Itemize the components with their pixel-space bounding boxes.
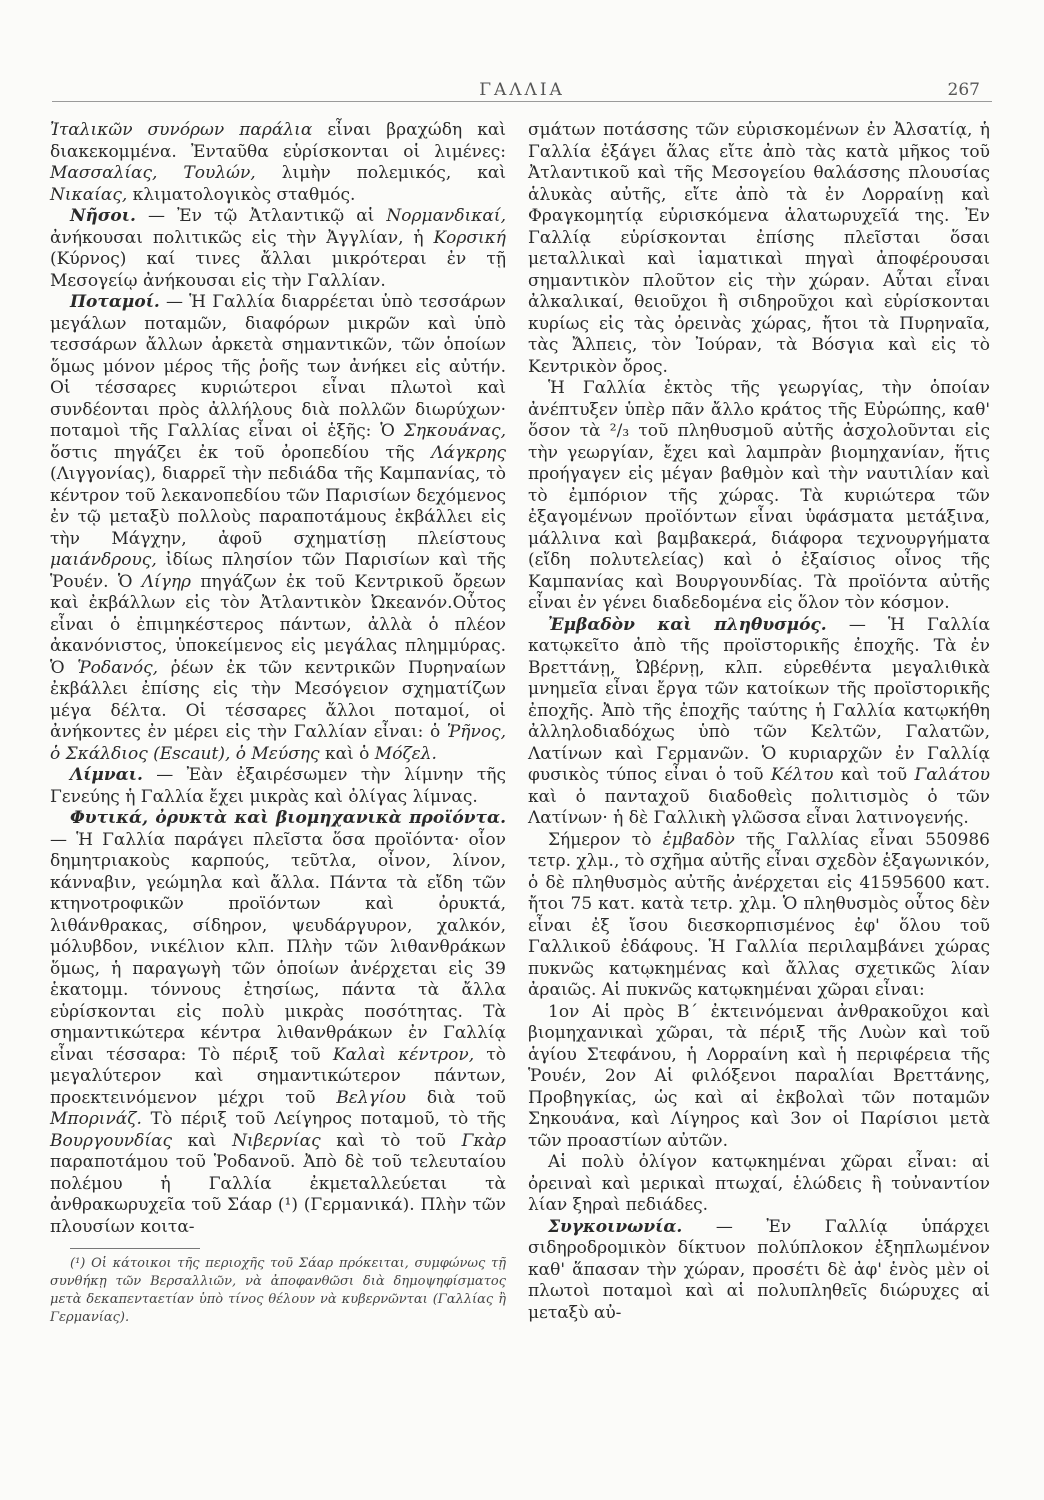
heading-rivers: Ποταμοί. [70, 292, 160, 312]
footnote-marker: (¹) [277, 1195, 298, 1215]
paragraph-dense-regions: 1ον Αἱ πρὸς Β΄ ἐκτεινόμεναι ἀνθρακοῦχοι καὶ βιομηχανικαὶ χῶραι, τὰ πέριξ τῆς Λυὼν καὶ τοῦ ἁγίου Στεφάνου, ἡ Λορραίνη καὶ ἡ περιφέρεια τῆς Ῥουέν, 2ον Αἱ φιλόξενοι παραλίαι Βρεττάνης, Προβηγκίας, ὡς καὶ αἱ ἐκβολαὶ τῶν ποταμῶν Σηκουάνα, καὶ Λίγηρος καὶ 3ον οἱ Παρίσιοι μετὰ τῶν προαστίων αὐτῶν. [528, 1001, 990, 1151]
paragraph-products: Φυτικά, ὀρυκτὰ καὶ βιομηχανικὰ προϊόντα. — Ἡ Γαλλία παράγει πλεῖστα ὅσα προϊόντα· οἷον δημητριακοὺς καρπούς, τεῦτλα, οἶνον, λίνον, κάνναβιν, γεώμηλα καὶ ἄλλα. Πάντα τὰ εἴδη τῶν κτηνοτροφικῶν προϊόντων καὶ ὀρυκτά, λιθάνθρακας, σίδηρον, ψευδάργυρον, χαλκόν, μόλυβδον, νικέλιον κλπ. Πλὴν τῶν λιθανθράκων ὅμως, ἡ παραγωγὴ τῶν ὁποίων ἀνέρχεται εἰς 39 ἑκατομμ. τόννους ἐτησίως, πάντα τὰ ἄλλα εὑρίσκονται εἰς πολὺ μικρὰς ποσότητας. Τὰ σημαντικώτερα κέντρα λιθανθράκων ἐν Γαλλίᾳ εἶναι τέσσαρα: Τὸ πέριξ τοῦ Καλαὶ κέντρον, τὸ μεγαλύτερον καὶ σημαντικώτερον πάντων, προεκτεινόμενον μέχρι τοῦ Βελγίου διὰ τοῦ Μπορινάζ. Τὸ πέριξ τοῦ Λείγηρος ποταμοῦ, τὸ τῆς Βουργουνδίας καὶ Νιβερνίας καὶ τὸ τοῦ Γκὰρ παραποτάμου τοῦ Ῥοδανοῦ. Ἀπὸ δὲ τοῦ τελευταίου πολέμου ἡ Γαλλία ἐκμεταλλεύεται τὰ ἀνθρακωρυχεῖα τοῦ Σάαρ (¹) (Γερμανικά). Πλὴν τῶν πλουσίων κοιτα- [50, 808, 507, 1237]
paragraph-islands: Νῆσοι. — Ἐν τῷ Ἀτλαντικῷ αἱ Νορμανδικαί, ἀνήκουσαι πολιτικῶς εἰς τὴν Ἀγγλίαν, ἡ Κορσική (Κύρνος) καί τινες ἄλλαι μικρότεραι ἐν τῇ Μεσογείῳ ἀνήκουσαι εἰς τὴν Γαλλίαν. [50, 206, 506, 291]
heading-islands: Νῆσοι. [70, 206, 136, 226]
right-column [528, 120, 990, 1324]
page-number: 267 [947, 80, 980, 100]
paragraph-area: Σήμερον τὸ ἐμβαδὸν τῆς Γαλλίας εἶναι 550986 τετρ. χλμ., τὸ σχῆμα αὐτῆς εἶναι σχεδὸν ἑξαγωνικόν, ὁ δὲ πληθυσμὸς αὐτῆς ἀνέρχεται εἰς 41595600 κατ. ἤτοι 75 κατ. κατὰ τετρ. χλμ. Ὁ πληθυσμὸς οὗτος δὲν εἶναι ἐξ ἴσου διεσκορπισμένος ἐφ' ὅλου τοῦ Γαλλικοῦ ἐδάφους. Ἡ Γαλλία περιλαμβάνει χώρας πυκνῶς κατῳκημένας καὶ ἄλλας σχετικῶς λίαν ἀραιῶς. Αἱ πυκνῶς κατῳκημέναι χῶραι εἶναι: [528, 829, 991, 1000]
heading-lakes: Λίμναι. [70, 765, 143, 785]
paragraph-rivers: Ποταμοί. — Ἡ Γαλλία διαρρέεται ὑπὸ τεσσάρων μεγάλων ποταμῶν, διαφόρων μικρῶν καὶ ὑπὸ τεσσάρων ἄλλων ἀρκετὰ σημαντικῶν, τῶν ὁποίων ὅμως μόνον μέρος τῆς ῥοῆς των ἀνήκει εἰς αὐτήν. Οἱ τέσσαρες κυριώτεροι εἶναι πλωτοὶ καὶ συνδέονται πρὸς ἀλλήλους διὰ πολλῶν διωρύχων· ποταμοὶ τῆς Γαλλίας εἶναι οἱ ἑξῆς: Ὁ Σηκουάνας, ὅστις πηγάζει ἐκ τοῦ ὀροπεδίου τῆς Λάγκρης (Λιγγονίας), διαρρεῖ τὴν πεδιάδα τῆς Καμπανίας, τὸ κέντρον τοῦ λεκανοπεδίου τῶν Παρισίων δεχόμενος ἐν τῷ μεταξὺ πολλοὺς παραποτάμους ἐκβάλλει εἰς τὴν Μάγχην, ἀφοῦ σχηματίσῃ πλείστους μαιάνδρους, ἰδίως πλησίον τῶν Παρισίων καὶ τῆς Ῥουέν. Ὁ Λίγηρ πηγάζων ἐκ τοῦ Κεντρικοῦ ὄρεων καὶ ἐκβάλλων εἰς τὸν Ἀτλαντικὸν Ὠκεανόν.Οὗτος εἶναι ὁ ἐπιμηκέστερος πάντων, ἀλλὰ ὁ πλέον ἀκανόνιστος, ὑποκείμενος εἰς μεγάλας πλημμύρας. Ὁ Ῥοδανός, ῥέων ἐκ τῶν κεντρικῶν Πυρηναίων ἐκβάλλει ἐπίσης εἰς τὴν Μεσόγειον σχηματίζων μέγα δέλτα. Οἱ τέσσαρες ἄλλοι ποταμοί, οἱ ἀνήκοντες ἐν μέρει εἰς τὴν Γαλλίαν εἶναι: ὁ Ῥῆνος, ὁ Σκάλδιος (Escaut), ὁ Μεύσης καὶ ὁ Μόζελ. [50, 292, 506, 764]
paragraph-population-history: Ἐμβαδὸν καὶ πληθυσμός. — Ἡ Γαλλία κατῳκεῖτο ἀπὸ τῆς προϊστορικῆς ἐποχῆς. Τὰ ἐν Βρεττάνῃ, Ὠβέρνῃ, κλπ. εὑρεθέντα μεγαλιθικὰ μνημεῖα εἶναι ἔργα τῶν κατοίκων τῆς προϊστορικῆς ἐποχῆς. Ἀπὸ τῆς ἐποχῆς ταύτης ἡ Γαλλία κατῳκήθη ἀλληλοδιαδόχως ὑπὸ τῶν Κελτῶν, Γαλατῶν, Λατίνων καὶ Γερμανῶν. Ὁ κυριαρχῶν ἐν Γαλλίᾳ φυσικὸς τύπος εἶναι ὁ τοῦ Κέλτου καὶ τοῦ Γαλάτου καὶ ὁ πανταχοῦ διαδοθεὶς πολιτισμὸς ὁ τῶν Λατίνων· ἡ δὲ Γαλλικὴ γλῶσσα εἶναι λατινογενής. [528, 614, 990, 828]
paragraph-salt: σμάτων ποτάσσης τῶν εὑρισκομένων ἐν Ἀλσατίᾳ, ἡ Γαλλία ἐξάγει ἅλας εἴτε ἀπὸ τὰς κατὰ μῆκος τοῦ Ἀτλαντικοῦ καὶ τῆς Μεσογείου θαλάσσης πλουσίας ἁλυκὰς αὐτῆς, εἴτε ἀπὸ τὰ ἐν Λορραίνῃ καὶ Φραγκομητίᾳ εὑρισκόμενα ἁλατωρυχεῖά της. Ἐν Γαλλίᾳ εὑρίσκονται ἐπίσης πλεῖσται ὅσαι μεταλλικαὶ καὶ ἰαματικαὶ πηγαὶ ἀποφέρουσαι σημαντικὸν πλοῦτον εἰς τὴν χώραν. Αὗται εἶναι ἀλκαλικαί, θειοῦχοι ἢ σιδηροῦχοι καὶ εὑρίσκονται κυρίως εἰς τὰς ὀρεινὰς χώρας, ἤτοι τὰ Πυρηναῖα, τὰς Ἄλπεις, τὸν Ἰούραν, τὰ Βόσγια καὶ εἰς τὸ Κεντρικὸν ὄρος. [528, 120, 990, 377]
paragraph-communications: Συγκοινωνία. — Ἐν Γαλλίᾳ ὑπάρχει σιδηροδρομικὸν δίκτυον πολύπλοκον ἐξηπλωμένον καθ' ἅπασαν τὴν χώραν, προσέτι δὲ ἀφ' ἑνὸς μὲν οἱ πλωτοὶ ποταμοὶ καὶ αἱ πολυπληθεῖς διώρυχες αἱ μεταξὺ αὐ- [528, 1216, 990, 1323]
heading-area-population: Ἐμβαδὸν καὶ πληθυσμός. [548, 614, 827, 635]
paragraph-sparse-regions: Αἱ πολὺ ὀλίγον κατῳκημέναι χῶραι εἶναι: αἱ ὀρειναὶ καὶ μερικαὶ πτωχαί, ἑλώδεις ἢ τοὐναντίον λίαν ξηραὶ πεδιάδες. [528, 1152, 990, 1215]
heading-communications: Συγκοινωνία. [548, 1216, 683, 1237]
heading-products: Φυτικά, ὀρυκτὰ καὶ βιομηχανικὰ προϊόντα. [70, 808, 506, 828]
left-column [50, 120, 506, 1327]
running-title: ΓΑΛΛΙΑ [479, 80, 565, 100]
footnote-rule [70, 1248, 200, 1249]
fraction: ²/₃ [609, 421, 630, 441]
paragraph-coast: Ἰταλικῶν συνόρων παράλια εἶναι βραχώδη καὶ διακεκομμένα. Ἐνταῦθα εὑρίσκονται οἱ λιμένες: Μασσαλίας, Τουλών, λιμὴν πολεμικός, καὶ Νικαίας, κλιματολογικὸς σταθμός. [50, 120, 507, 205]
footnote: (¹) Οἱ κάτοικοι τῆς περιοχῆς τοῦ Σάαρ πρόκειται, συμφώνως τῇ συνθήκῃ τῶν Βερσαλλιῶν, νὰ ἀποφανθῶσι διὰ δημοψηφίσματος μετὰ δεκαπενταετίαν ὑπὸ τίνος θέλουν νὰ κυβερνῶνται (Γαλλίας ἢ Γερμανίας). [50, 1256, 506, 1325]
paragraph-lakes: Λίμναι. — Ἐὰν ἐξαιρέσωμεν τὴν λίμνην τῆς Γενεύης ἡ Γαλλία ἔχει μικρὰς καὶ ὀλίγας λίμνας. [50, 765, 506, 807]
header-rule [52, 101, 992, 102]
paragraph-industry: Ἡ Γαλλία ἐκτὸς τῆς γεωργίας, τὴν ὁποίαν ἀνέπτυξεν ὑπὲρ πᾶν ἄλλο κράτος τῆς Εὐρώπης, καθ' ὅσον τὰ ²/₃ τοῦ πληθυσμοῦ αὐτῆς ἀσχολοῦνται εἰς τὴν γεωργίαν, ἔχει καὶ λαμπρὰν βιομηχανίαν, ἥτις προήγαγεν εἰς μέγαν βαθμὸν καὶ τὴν ναυτιλίαν καὶ τὸ ἐμπόριον τῆς χώρας. Τὰ κυριώτερα τῶν ἐξαγομένων προϊόντων εἶναι ὑφάσματα μετάξινα, μάλλινα καὶ βαμβακερά, διάφορα τεχνουργήματα (εἴδη πολυτελείας) καὶ ὁ ἐξαίσιος οἶνος τῆς Καμπανίας καὶ Βουργουνδίας. Τὰ προϊόντα αὐτῆς εἶναι ἐν γένει διαδεδομένα εἰς ὅλον τὸν κόσμον. [528, 378, 990, 613]
